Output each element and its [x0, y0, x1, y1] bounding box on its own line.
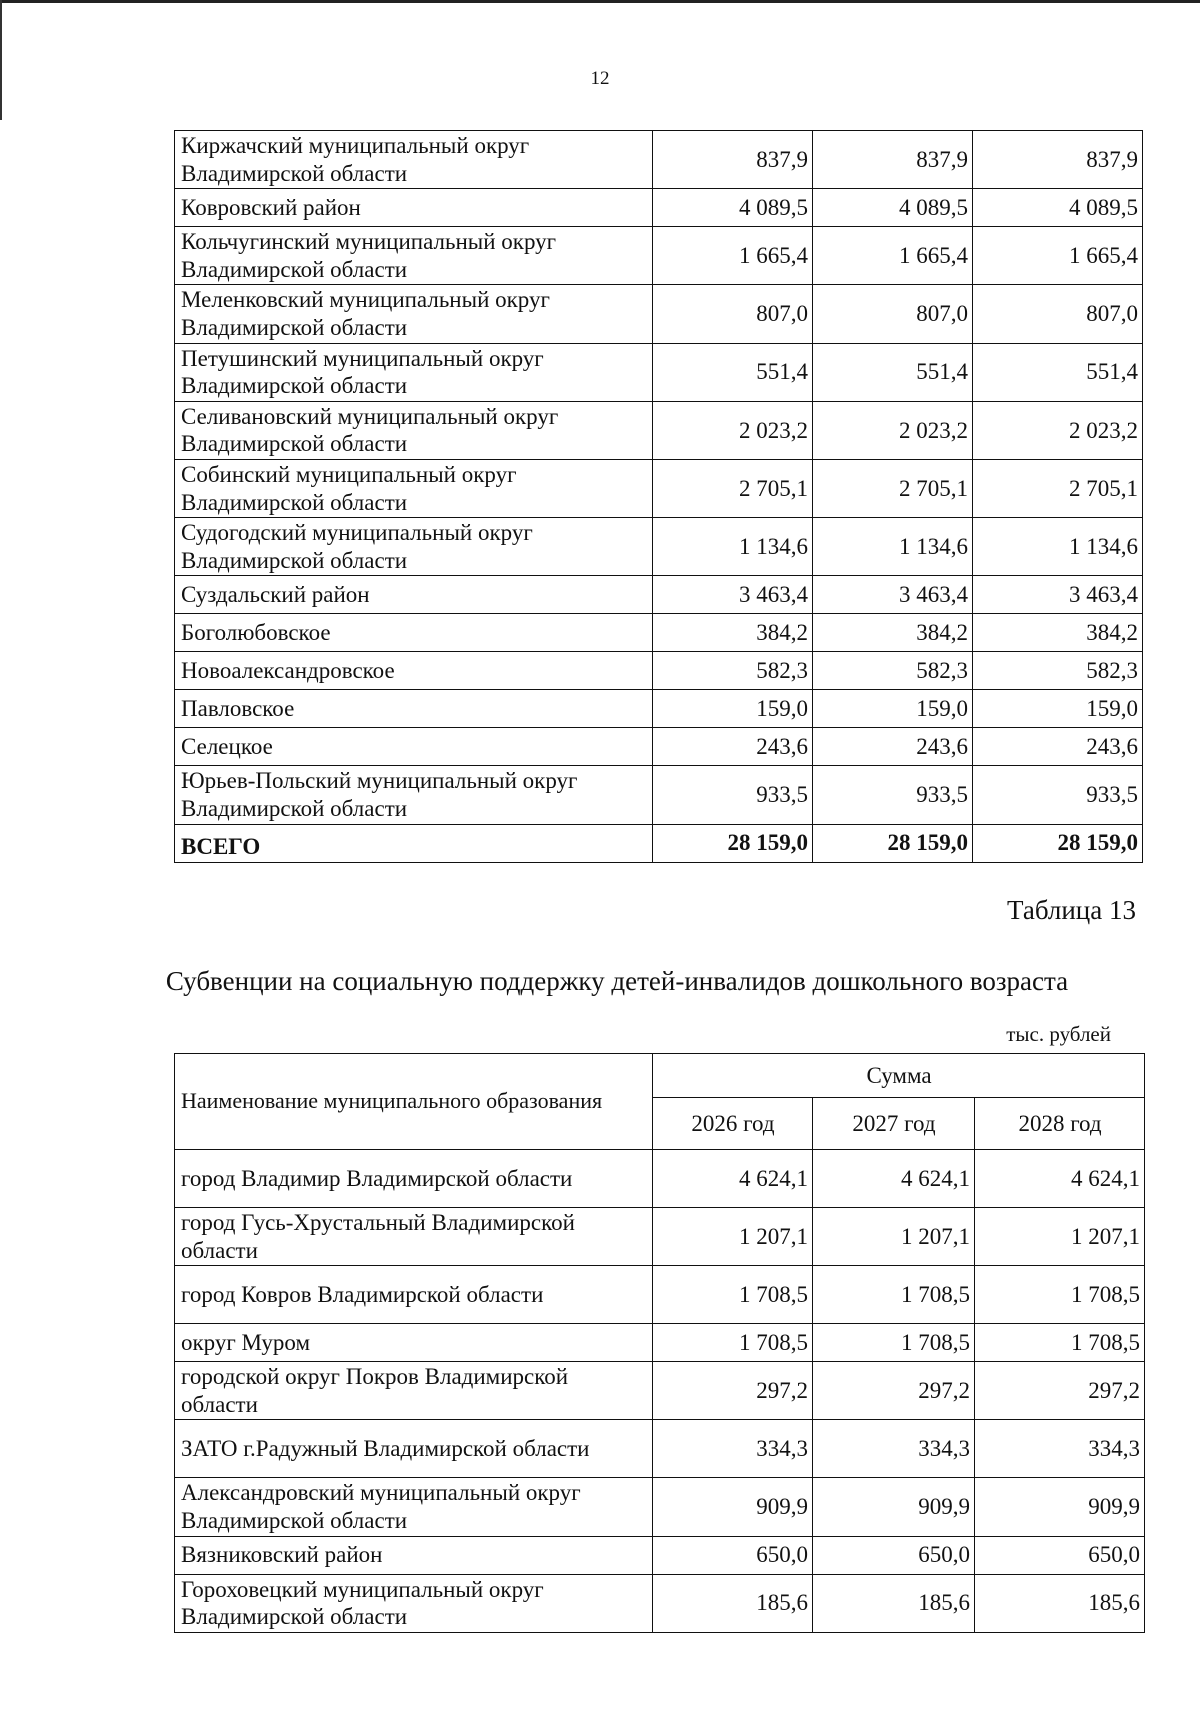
table-row: [175, 1208, 1145, 1266]
table-13: [174, 1053, 1145, 1633]
value-2028-cell: 1 665,4: [973, 227, 1143, 285]
value-2028-cell: 159,0: [973, 690, 1143, 728]
scan-edge-top: [0, 0, 1200, 3]
table-row: [175, 1420, 1145, 1478]
municipality-name-cell: Меленковский муниципальный округ Владимирской области: [175, 285, 653, 343]
value-2026-cell: 1 134,6: [653, 518, 813, 576]
municipality-name-cell: Павловское: [175, 690, 653, 728]
value-2027-cell: 650,0: [813, 1536, 975, 1574]
value-2026-cell: 1 207,1: [653, 1208, 813, 1266]
table-row: [175, 401, 1143, 459]
municipality-name-cell: Суздальский район: [175, 576, 653, 614]
table-row: [175, 343, 1143, 401]
municipality-name-cell: Новоалександровское: [175, 652, 653, 690]
value-2026-cell: 243,6: [653, 728, 813, 766]
value-2026-cell: 933,5: [653, 766, 813, 824]
table-row: [175, 1536, 1145, 1574]
table-row: [175, 1574, 1145, 1632]
municipality-name-cell: город Гусь-Хрустальный Владимирской области: [175, 1208, 653, 1266]
value-2026-cell: 551,4: [653, 343, 813, 401]
value-2028-cell: 1 134,6: [973, 518, 1143, 576]
table-row: [175, 189, 1143, 227]
value-2027-cell: 2 023,2: [813, 401, 973, 459]
table-13-header: [175, 1054, 1145, 1150]
value-2026-cell: 4 089,5: [653, 189, 813, 227]
value-2027-cell: 1 207,1: [813, 1208, 975, 1266]
municipality-name-cell: город Ковров Владимирской области: [175, 1266, 653, 1324]
municipality-name-cell: Собинский муниципальный округ Владимирской области: [175, 459, 653, 517]
table-row: [175, 652, 1143, 690]
table-row: [175, 1362, 1145, 1420]
value-2028-cell: 582,3: [973, 652, 1143, 690]
value-2026-cell: 807,0: [653, 285, 813, 343]
value-2028-cell: 384,2: [973, 614, 1143, 652]
value-2026-cell: 4 624,1: [653, 1150, 813, 1208]
municipality-name-cell: Киржачский муниципальный округ Владимирской области: [175, 131, 653, 189]
value-2026-cell: 909,9: [653, 1478, 813, 1536]
header-year-2026: 2026 год: [653, 1098, 813, 1150]
value-2027-cell: 334,3: [813, 1420, 975, 1478]
continued-subvention-table: [174, 130, 1143, 863]
value-2028-cell: 909,9: [975, 1478, 1145, 1536]
total-2026-cell: 28 159,0: [653, 824, 813, 862]
table-13-body: [175, 1150, 1145, 1633]
value-2027-cell: 3 463,4: [813, 576, 973, 614]
value-2028-cell: 297,2: [975, 1362, 1145, 1420]
value-2028-cell: 650,0: [975, 1536, 1145, 1574]
municipality-name-cell: город Владимир Владимирской области: [175, 1150, 653, 1208]
continued-table-body: [175, 131, 1143, 863]
value-2026-cell: 384,2: [653, 614, 813, 652]
value-2027-cell: 159,0: [813, 690, 973, 728]
municipality-name-cell: Боголюбовское: [175, 614, 653, 652]
value-2027-cell: 297,2: [813, 1362, 975, 1420]
municipality-name-cell: Вязниковский район: [175, 1536, 653, 1574]
value-2028-cell: 2 023,2: [973, 401, 1143, 459]
value-2026-cell: 582,3: [653, 652, 813, 690]
header-name-column: Наименование муниципального образования: [175, 1054, 653, 1150]
table-row: [175, 690, 1143, 728]
value-2027-cell: 1 708,5: [813, 1324, 975, 1362]
total-2028-cell: 28 159,0: [973, 824, 1143, 862]
value-2028-cell: 4 089,5: [973, 189, 1143, 227]
value-2026-cell: 334,3: [653, 1420, 813, 1478]
value-2027-cell: 582,3: [813, 652, 973, 690]
units-label: тыс. рублей: [1006, 1022, 1111, 1046]
table-row: [175, 614, 1143, 652]
value-2026-cell: 650,0: [653, 1536, 813, 1574]
table-row: [175, 227, 1143, 285]
header-year-2027: 2027 год: [813, 1098, 975, 1150]
value-2026-cell: 1 708,5: [653, 1266, 813, 1324]
total-2027-cell: 28 159,0: [813, 824, 973, 862]
value-2027-cell: 243,6: [813, 728, 973, 766]
municipality-name-cell: округ Муром: [175, 1324, 653, 1362]
municipality-name-cell: Юрьев-Польский муниципальный округ Владимирской области: [175, 766, 653, 824]
value-2028-cell: 185,6: [975, 1574, 1145, 1632]
value-2027-cell: 2 705,1: [813, 459, 973, 517]
value-2028-cell: 1 708,5: [975, 1266, 1145, 1324]
value-2026-cell: 2 705,1: [653, 459, 813, 517]
value-2027-cell: 1 134,6: [813, 518, 973, 576]
value-2028-cell: 334,3: [975, 1420, 1145, 1478]
table-row: [175, 728, 1143, 766]
value-2026-cell: 297,2: [653, 1362, 813, 1420]
value-2026-cell: 3 463,4: [653, 576, 813, 614]
value-2026-cell: 159,0: [653, 690, 813, 728]
municipality-name-cell: Селивановский муниципальный округ Владимирской области: [175, 401, 653, 459]
value-2028-cell: 807,0: [973, 285, 1143, 343]
table-row: [175, 131, 1143, 189]
table-row: [175, 576, 1143, 614]
table-row: [175, 459, 1143, 517]
value-2027-cell: 185,6: [813, 1574, 975, 1632]
value-2026-cell: 2 023,2: [653, 401, 813, 459]
table-row: [175, 1150, 1145, 1208]
page-number: 12: [590, 68, 610, 89]
value-2028-cell: 551,4: [973, 343, 1143, 401]
value-2028-cell: 4 624,1: [975, 1150, 1145, 1208]
table-row: [175, 1324, 1145, 1362]
table-row: [175, 518, 1143, 576]
value-2027-cell: 1 665,4: [813, 227, 973, 285]
value-2027-cell: 807,0: [813, 285, 973, 343]
value-2027-cell: 384,2: [813, 614, 973, 652]
table-row: [175, 766, 1143, 824]
value-2027-cell: 933,5: [813, 766, 973, 824]
municipality-name-cell: Селецкое: [175, 728, 653, 766]
value-2028-cell: 3 463,4: [973, 576, 1143, 614]
municipality-name-cell: Петушинский муниципальный округ Владимирской области: [175, 343, 653, 401]
municipality-name-cell: Гороховецкий муниципальный округ Владимирской области: [175, 1574, 653, 1632]
total-row: [175, 824, 1143, 862]
municipality-name-cell: Александровский муниципальный округ Владимирской области: [175, 1478, 653, 1536]
value-2028-cell: 243,6: [973, 728, 1143, 766]
value-2027-cell: 4 089,5: [813, 189, 973, 227]
value-2027-cell: 1 708,5: [813, 1266, 975, 1324]
value-2026-cell: 1 665,4: [653, 227, 813, 285]
scan-edge-left: [0, 0, 2, 120]
municipality-name-cell: Судогодский муниципальный округ Владимирской области: [175, 518, 653, 576]
municipality-name-cell: городской округ Покров Владимирской области: [175, 1362, 653, 1420]
value-2027-cell: 909,9: [813, 1478, 975, 1536]
table-row: [175, 285, 1143, 343]
municipality-name-cell: Ковровский район: [175, 189, 653, 227]
value-2028-cell: 2 705,1: [973, 459, 1143, 517]
table-caption: Таблица 13: [1007, 895, 1136, 925]
value-2026-cell: 1 708,5: [653, 1324, 813, 1362]
value-2028-cell: 933,5: [973, 766, 1143, 824]
value-2026-cell: 185,6: [653, 1574, 813, 1632]
value-2027-cell: 837,9: [813, 131, 973, 189]
value-2027-cell: 4 624,1: [813, 1150, 975, 1208]
municipality-name-cell: Кольчугинский муниципальный округ Владимирской области: [175, 227, 653, 285]
value-2027-cell: 551,4: [813, 343, 973, 401]
header-year-2028: 2028 год: [975, 1098, 1145, 1150]
value-2028-cell: 1 708,5: [975, 1324, 1145, 1362]
value-2028-cell: 837,9: [973, 131, 1143, 189]
municipality-name-cell: ЗАТО г.Радужный Владимирской области: [175, 1420, 653, 1478]
header-sum-group: Сумма: [653, 1054, 1145, 1098]
total-label-cell: ВСЕГО: [175, 824, 653, 862]
value-2026-cell: 837,9: [653, 131, 813, 189]
value-2028-cell: 1 207,1: [975, 1208, 1145, 1266]
table-title: Субвенции на социальную поддержку детей-инвалидов дошкольного возраста: [165, 966, 1069, 996]
table-row: [175, 1478, 1145, 1536]
table-row: [175, 1266, 1145, 1324]
